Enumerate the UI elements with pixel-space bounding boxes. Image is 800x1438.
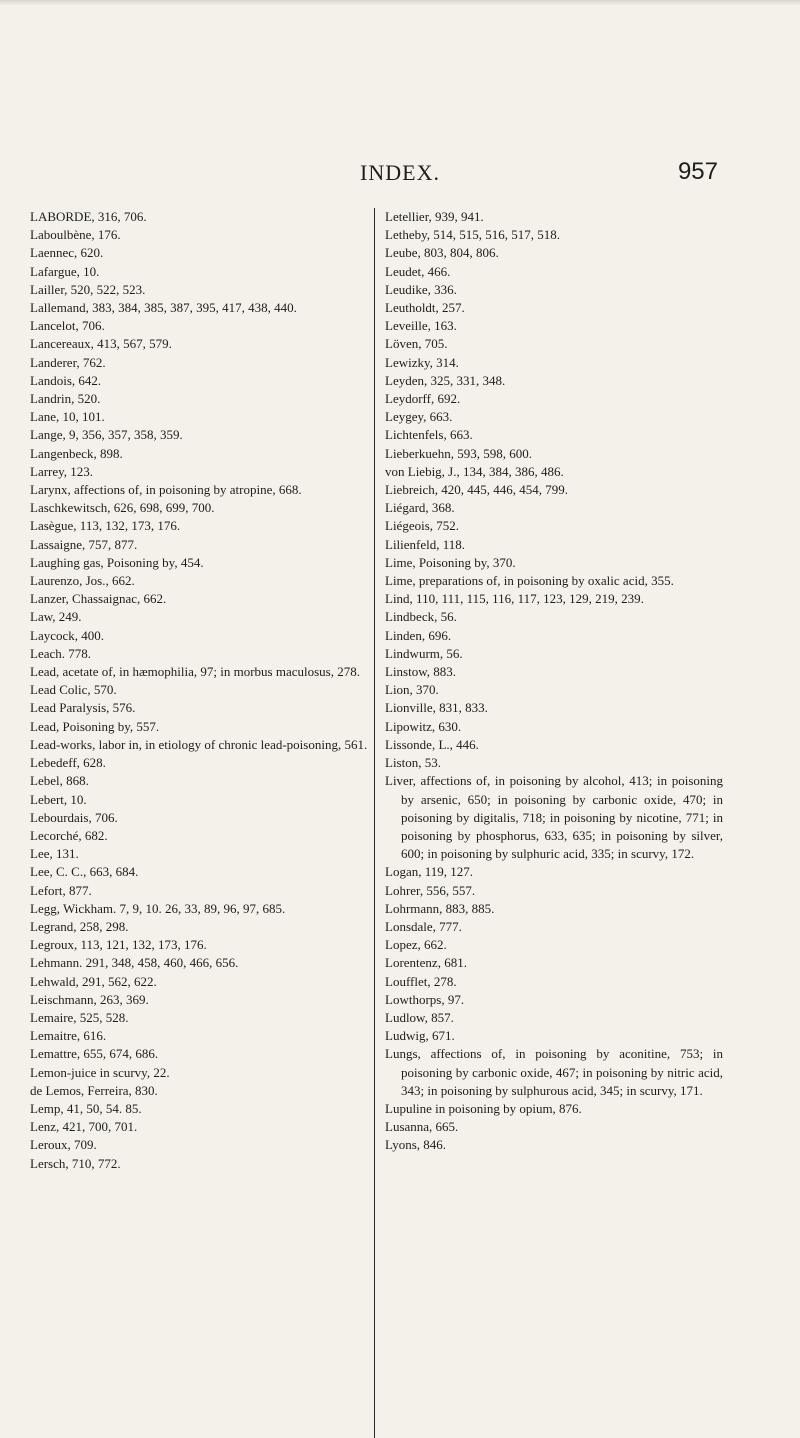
index-entry: Lemp, 41, 50, 54. 85. — [30, 1100, 142, 1116]
index-entry: Leroux, 709. — [30, 1137, 97, 1153]
index-entry: Lindbeck, 56. — [385, 609, 457, 625]
index-entry: Lissonde, L., 446. — [385, 736, 479, 752]
index-entry: Lersch, 710, 772. — [30, 1155, 121, 1171]
page-top-shade — [0, 0, 800, 6]
index-entry: Laschkewitsch, 626, 698, 699, 700. — [30, 500, 215, 516]
index-entry: Larynx, affections of, in poisoning by atropine, 668. — [30, 482, 302, 498]
index-entry: Laycock, 400. — [30, 627, 105, 643]
index-entry: Lemon-juice in scurvy, 22. — [30, 1064, 170, 1080]
index-entry: Lemaire, 525, 528. — [30, 1009, 129, 1025]
index-entry: Lupuline in poisoning by opium, 876. — [385, 1100, 582, 1116]
index-entry: Leutholdt, 257. — [385, 300, 465, 316]
index-entry: Leygey, 663. — [385, 409, 453, 425]
index-entry: Lehmann. 291, 348, 458, 460, 466, 656. — [30, 955, 239, 971]
index-entry: Lonsdale, 777. — [385, 918, 462, 934]
index-entry: Law, 249. — [30, 609, 82, 625]
index-column-right — [385, 208, 723, 1155]
index-entry: Loufflet, 278. — [385, 973, 457, 989]
index-entry: Lefort, 877. — [30, 882, 92, 898]
index-entry: Landrin, 520. — [30, 391, 101, 407]
index-column-left — [30, 208, 370, 1173]
index-entry: Letellier, 939, 941. — [385, 209, 484, 224]
index-entry: Larrey, 123. — [30, 463, 94, 479]
index-entry: Lead, Poisoning by, 557. — [30, 718, 160, 734]
index-entry: Landerer, 762. — [30, 354, 106, 370]
index-entry: Laughing gas, Poisoning by, 454. — [30, 554, 204, 570]
index-entry: de Lemos, Ferreira, 830. — [30, 1082, 158, 1098]
index-entry: Lead, acetate of, in hæmophilia, 97; in morbus maculosus, 278. — [30, 664, 360, 680]
index-entry: Letheby, 514, 515, 516, 517, 518. — [385, 227, 560, 243]
index-entry: Lungs, affections of, in poisoning by aconitine, 753; in poisoning by carbonic oxide, 467; in poisoning by nitric acid, 343; in poisoning by sulphurous acid, 345; in scurvy, 171. — [385, 1046, 723, 1098]
index-entry: Lee, 131. — [30, 846, 79, 862]
index-entry: Lemattre, 655, 674, 686. — [30, 1046, 159, 1062]
index-entry: Lohrer, 556, 557. — [385, 882, 476, 898]
index-entry: Lead-works, labor in, in etiology of chronic lead-poisoning, 561. — [30, 736, 368, 752]
index-entry: Leyden, 325, 331, 348. — [385, 372, 506, 388]
index-entry: Lee, C. C., 663, 684. — [30, 864, 139, 880]
index-entry: Leischmann, 263, 369. — [30, 991, 149, 1007]
index-entry: Lead Paralysis, 576. — [30, 700, 136, 716]
index-entry: Laboulbène, 176. — [30, 227, 121, 243]
page-number: 957 — [677, 158, 718, 185]
index-entry: Lassaigne, 757, 877. — [30, 536, 138, 552]
index-entry: Lipowitz, 630. — [385, 718, 462, 734]
index-entry: Lenz, 421, 700, 701. — [30, 1119, 138, 1135]
index-entry: Lindwurm, 56. — [385, 645, 463, 661]
index-entry: Linden, 696. — [385, 627, 452, 643]
index-entry: Lead Colic, 570. — [30, 682, 117, 698]
index-entry: Lime, Poisoning by, 370. — [385, 554, 516, 570]
index-entry: Löven, 705. — [385, 336, 448, 352]
index-entry: Lopez, 662. — [385, 937, 447, 953]
index-entry: Legg, Wickham. 7, 9, 10. 26, 33, 89, 96, 97, 685. — [30, 900, 286, 916]
index-entry: Lilienfeld, 118. — [385, 536, 466, 552]
index-entry: Lane, 10, 101. — [30, 409, 105, 425]
index-entry: Lailler, 520, 522, 523. — [30, 281, 146, 297]
page-header — [0, 160, 800, 190]
index-entry: Lionville, 831, 833. — [385, 700, 488, 716]
index-entry: Leudike, 336. — [385, 281, 457, 297]
index-entry: Leudet, 466. — [385, 263, 451, 279]
index-entry: Liver, affections of, in poisoning by alcohol, 413; in poisoning by arsenic, 650; in poisoning by carbonic oxide, 470; in poisoning by digitalis, 718; in poisoning by nicotine, 771; in poisoning by phosphorus, 633, 635; in poisoning by silver, 600; in poisoning by sulphuric acid, 335; in scurvy, 172. — [385, 773, 723, 862]
index-entry: Linstow, 883. — [385, 664, 457, 680]
index-entry: Lancelot, 706. — [30, 318, 105, 334]
index-entry: Lallemand, 383, 384, 385, 387, 395, 417, 438, 440. — [30, 300, 297, 316]
index-entry: Legroux, 113, 121, 132, 173, 176. — [30, 937, 207, 953]
index-entry: Lasègue, 113, 132, 173, 176. — [30, 518, 181, 534]
index-entry: LABORDE, 316, 706. — [30, 209, 147, 224]
index-entry: Lohrmann, 883, 885. — [385, 900, 495, 916]
index-entry: Leube, 803, 804, 806. — [385, 245, 499, 261]
index-entry: Lehwald, 291, 562, 622. — [30, 973, 157, 989]
index-entry: Leydorff, 692. — [385, 391, 461, 407]
index-entry: Lowthorps, 97. — [385, 991, 465, 1007]
index-entry: Lebourdais, 706. — [30, 809, 118, 825]
index-entry: Ludwig, 671. — [385, 1028, 455, 1044]
index-entry: Logan, 119, 127. — [385, 864, 473, 880]
index-entry: Lion, 370. — [385, 682, 439, 698]
index-entry: Lancereaux, 413, 567, 579. — [30, 336, 172, 352]
column-divider — [374, 208, 375, 1438]
index-entry: Lebedeff, 628. — [30, 755, 106, 771]
index-entry: Lange, 9, 356, 357, 358, 359. — [30, 427, 183, 443]
index-entry: Lichtenfels, 663. — [385, 427, 473, 443]
index-entry: Lebel, 868. — [30, 773, 89, 789]
index-entry: Laurenzo, Jos., 662. — [30, 573, 135, 589]
index-entry: Lanzer, Chassaignac, 662. — [30, 591, 167, 607]
index-entry: Liebreich, 420, 445, 446, 454, 799. — [385, 482, 569, 498]
index-entry: Lecorché, 682. — [30, 827, 108, 843]
index-entry: Leach. 778. — [30, 645, 92, 661]
index-entry: Landois, 642. — [30, 372, 102, 388]
index-entry: Lorentenz, 681. — [385, 955, 467, 971]
index-entry: Liston, 53. — [385, 755, 441, 771]
index-entry: von Liebig, J., 134, 384, 386, 486. — [385, 463, 564, 479]
page-title: INDEX. — [360, 160, 440, 185]
index-entry: Lyons, 846. — [385, 1137, 447, 1153]
index-entry: Liégeois, 752. — [385, 518, 460, 534]
index-entry: Lewizky, 314. — [385, 354, 459, 370]
index-entry: Lind, 110, 111, 115, 116, 117, 123, 129, 219, 239. — [385, 591, 644, 607]
index-entry: Leveille, 163. — [385, 318, 457, 334]
index-entry: Liégard, 368. — [385, 500, 455, 516]
index-entry: Lebert, 10. — [30, 791, 87, 807]
index-entry: Lime, preparations of, in poisoning by oxalic acid, 355. — [385, 573, 674, 589]
index-entry: Laennec, 620. — [30, 245, 104, 261]
index-entry: Lieberkuehn, 593, 598, 600. — [385, 445, 532, 461]
index-entry: Legrand, 258, 298. — [30, 918, 129, 934]
index-entry: Lemaitre, 616. — [30, 1028, 107, 1044]
index-entry: Ludlow, 857. — [385, 1009, 454, 1025]
index-entry: Lafargue, 10. — [30, 263, 100, 279]
index-entry: Lusanna, 665. — [385, 1119, 459, 1135]
index-entry: Langenbeck, 898. — [30, 445, 123, 461]
